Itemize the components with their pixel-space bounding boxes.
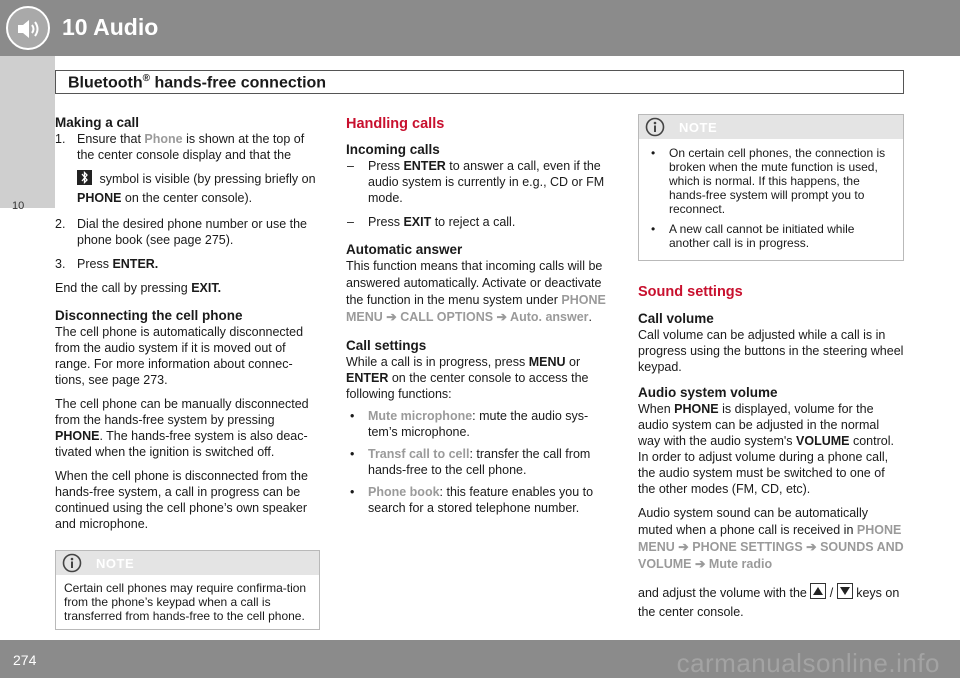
note-box <box>638 114 904 261</box>
page-header <box>0 0 960 56</box>
info-icon <box>645 117 665 137</box>
info-icon <box>62 553 82 573</box>
list-item: • Phone book: this feature enables you to search for a stored telephone number. <box>350 485 594 515</box>
section-title: Bluetooth® hands-free connection <box>68 73 327 92</box>
list-item: 2. Dial the desired phone number or use the phone book (see page 275). <box>55 217 308 247</box>
volume-keys-text: and adjust the volume with the / keys on the center console. <box>638 583 904 622</box>
note-label: NOTE <box>96 556 135 571</box>
note-header <box>639 115 903 139</box>
note-label: NOTE <box>679 120 718 135</box>
handling-calls-heading: Handling calls <box>346 116 445 132</box>
call-volume-text: Call volume can be adjusted while a call is in progress using the buttons in the steering wheel keypad. <box>638 328 904 374</box>
column-middle <box>346 115 612 516</box>
list-item: • Mute microphone: mute the audio sys-tem’s microphone. <box>350 409 589 439</box>
mute-radio-text: Audio system sound can be automatically muted when a phone call is received in PHONE MENU ➔ PHONE SETTINGS ➔ SOUNDS AND VOLUME ➔ Mute radio <box>638 506 904 571</box>
speaker-icon <box>6 6 50 50</box>
call-settings-heading: Call settings <box>346 338 427 353</box>
note-text: Certain cell phones may require confirma-tion from the phone’s keypad when a call is transferred from hands-free to the cell phone. <box>64 581 307 623</box>
bluetooth-icon <box>77 170 92 185</box>
down-arrow-key-icon <box>837 583 853 599</box>
disconnect-heading: Disconnecting the cell phone <box>55 308 243 323</box>
audio-volume-heading: Audio system volume <box>638 385 778 400</box>
list-item: • On certain cell phones, the connection is broken when the mute function is used, which is normal. If this happens, the hands-free system will prompt you to reconnect. <box>651 146 886 216</box>
section-title-bar <box>55 70 904 94</box>
disconnect-paragraph: When the cell phone is disconnected from the hands-free system, a call in progress can be continued using the cell phone’s own speaker and microphone. <box>55 469 308 531</box>
list-item: 1. Ensure that Phone is shown at the top of the center console display and that the symbol is visible (by pressing briefly on PHONE on the center console). <box>55 132 316 205</box>
page-footer <box>0 640 960 678</box>
up-arrow-key-icon <box>810 583 826 599</box>
page-number: 274 <box>13 652 37 668</box>
note-header <box>56 551 319 575</box>
side-tab-number: 10 <box>12 200 25 212</box>
audio-volume-text: When PHONE is displayed, volume for the audio system can be adjusted in the normal way with the audio system's VOLUME control. In order to adjust volume during a phone call, the audio system must be switched to one of the other modes (FM, CD, etc). <box>638 402 894 496</box>
chapter-side-tab <box>0 56 55 212</box>
column-left <box>55 115 320 630</box>
disconnect-paragraph: The cell phone can be manually disconnected from the hands-free system by pressing PHONE. The hands-free system is also deac-tivated when the ignition is switched off. <box>55 397 309 459</box>
disconnect-paragraph: The cell phone is automatically disconnected from the audio system if it is moved out of range. For more information about connec-tions, see page 273. <box>55 325 304 387</box>
incoming-calls-heading: Incoming calls <box>346 142 440 157</box>
note-box <box>55 550 320 630</box>
list-item: 3. Press ENTER. <box>55 257 159 271</box>
sound-settings-heading: Sound settings <box>638 284 743 300</box>
list-item: – Press EXIT to reject a call. <box>347 215 516 229</box>
end-call-text: End the call by pressing EXIT. <box>55 281 222 295</box>
note-body <box>639 139 903 260</box>
watermark: carmanualsonline.info <box>676 648 940 678</box>
call-volume-heading: Call volume <box>638 311 714 326</box>
making-call-heading: Making a call <box>55 115 140 130</box>
list-item: – Press ENTER to answer a call, even if the audio system is currently in e.g., CD or FM mode. <box>347 159 605 205</box>
automatic-answer-heading: Automatic answer <box>346 242 463 257</box>
call-settings-text: While a call is in progress, press MENU or ENTER on the center console to access the following functions: <box>346 355 589 401</box>
column-right <box>638 114 904 622</box>
chapter-title: 10 Audio <box>62 14 159 40</box>
automatic-answer-text: This function means that incoming calls will be answered automatically. Activate or deactivate the function in the menu system under PHONE MENU ➔ CALL OPTIONS ➔ Auto. answer. <box>346 259 606 324</box>
list-item: • A new call cannot be initiated while another call is in progress. <box>651 222 855 250</box>
list-item: • Transf call to cell: transfer the call from hands-free to the cell phone. <box>350 447 591 477</box>
